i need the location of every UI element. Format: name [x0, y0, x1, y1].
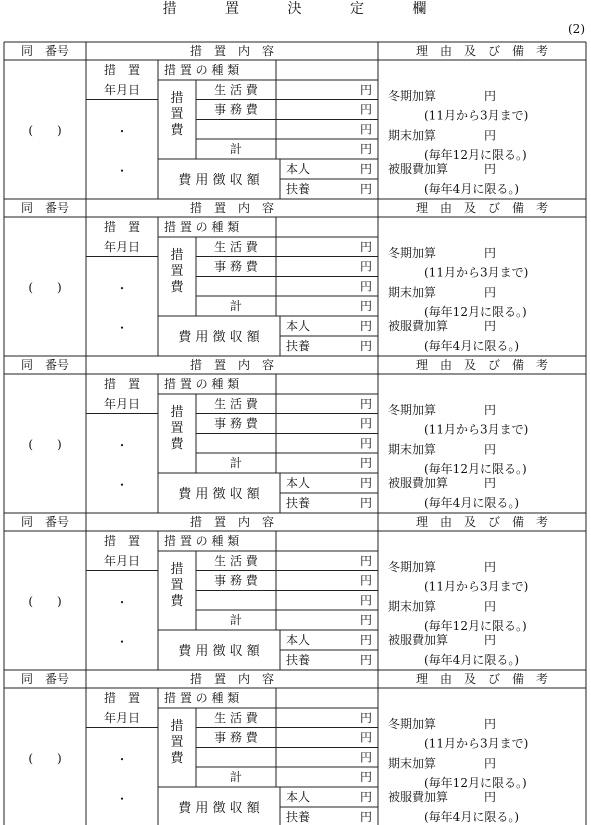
measure-type-label: 措 置 の 種 類	[164, 534, 240, 548]
yen-unit: 円	[359, 652, 372, 667]
remarks-header: 理 由 及 び 備 考	[415, 515, 549, 529]
winter-note: (11月から3月まで)	[424, 579, 529, 594]
family-number-header: 同 番号	[20, 201, 70, 215]
remarks-header: 理 由 及 び 備 考	[415, 358, 549, 372]
office-cost-label: 事 務 費	[214, 102, 258, 117]
winter-allowance: 冬期加算 円	[388, 402, 497, 417]
fee-collection-label: 費 用 徴 収 額	[178, 173, 260, 188]
family-number-header: 同 番号	[20, 44, 70, 58]
year-end-allowance: 期末加算 円	[388, 599, 497, 614]
measure-date-label: 年月日	[103, 710, 141, 725]
measure-content-header: 措 置 内 容	[189, 358, 275, 372]
total-label: 計	[229, 456, 243, 471]
yen-unit: 円	[359, 239, 372, 254]
yen-unit: 円	[359, 613, 372, 628]
support-label: 扶養	[286, 809, 311, 824]
year-end-note: (毎年12月に限る。)	[424, 776, 527, 791]
fee-collection-label: 費 用 徴 収 額	[178, 330, 260, 345]
date-dot: ・	[115, 438, 129, 453]
measure-type-label: 措 置 の 種 類	[164, 220, 240, 234]
yen-unit: 円	[359, 809, 372, 824]
self-label: 本人	[286, 476, 311, 490]
winter-allowance: 冬期加算 円	[388, 716, 497, 731]
date-dot: ・	[115, 478, 129, 492]
measure-date-label: 措 置	[103, 220, 141, 234]
yen-unit: 円	[359, 553, 372, 568]
yen-unit: 円	[359, 790, 372, 804]
yen-unit: 円	[359, 259, 372, 274]
measure-date-label: 年月日	[103, 239, 141, 254]
yen-unit: 円	[359, 573, 372, 588]
measure-content-header: 措 置 内 容	[189, 201, 275, 215]
form-title: 措 置 決 定 欄	[162, 1, 449, 17]
clothing-note: (毎年4月に限る。)	[424, 495, 519, 510]
measure-cost-label: 措	[170, 90, 184, 106]
family-number-header: 同 番号	[20, 515, 70, 529]
living-cost-label: 生 活 費	[214, 710, 258, 725]
support-label: 扶養	[286, 181, 311, 196]
total-label: 計	[229, 613, 243, 628]
fee-collection-label: 費 用 徴 収 額	[178, 487, 260, 502]
measure-content-header: 措 置 内 容	[189, 515, 275, 529]
year-end-note: (毎年12月に限る。)	[424, 148, 527, 163]
living-cost-label: 生 活 費	[214, 553, 258, 568]
total-label: 計	[229, 299, 243, 314]
date-dot: ・	[115, 752, 129, 767]
office-cost-label: 事 務 費	[214, 416, 258, 431]
year-end-note: (毎年12月に限る。)	[424, 462, 527, 477]
winter-note: (11月から3月まで)	[424, 108, 529, 123]
yen-unit: 円	[359, 456, 372, 471]
year-end-allowance: 期末加算 円	[388, 442, 497, 457]
measure-cost-label: 置	[170, 734, 184, 750]
measure-type-label: 措 置 の 種 類	[164, 63, 240, 77]
yen-unit: 円	[359, 416, 372, 431]
winter-note: (11月から3月まで)	[424, 265, 529, 280]
yen-unit: 円	[359, 279, 372, 294]
winter-note: (11月から3月まで)	[424, 422, 529, 437]
living-cost-label: 生 活 費	[214, 82, 258, 97]
fee-collection-label: 費 用 徴 収 額	[178, 644, 260, 659]
support-label: 扶養	[286, 652, 311, 667]
winter-allowance: 冬期加算 円	[388, 245, 497, 260]
year-end-allowance: 期末加算 円	[388, 285, 497, 300]
measure-date-label: 措 置	[103, 377, 141, 391]
measure-cost-label: 置	[170, 263, 184, 279]
office-cost-label: 事 務 費	[214, 573, 258, 588]
office-cost-label: 事 務 費	[214, 259, 258, 274]
year-end-allowance: 期末加算 円	[388, 756, 497, 771]
remarks-header: 理 由 及 び 備 考	[415, 44, 549, 58]
paren-field: ( )	[28, 280, 62, 295]
family-number-header: 同 番号	[20, 672, 70, 686]
measure-type-label: 措 置 の 種 類	[164, 377, 240, 391]
yen-unit: 円	[359, 730, 372, 745]
measure-type-label: 措 置 の 種 類	[164, 691, 240, 705]
yen-unit: 円	[359, 770, 372, 785]
clothing-allowance: 被服費加算 円	[388, 162, 497, 176]
yen-unit: 円	[359, 750, 372, 765]
measure-cost-label: 置	[170, 577, 184, 593]
family-number-header: 同 番号	[20, 358, 70, 372]
date-dot: ・	[115, 124, 129, 139]
yen-unit: 円	[359, 319, 372, 333]
remarks-header: 理 由 及 び 備 考	[415, 672, 549, 686]
measure-content-header: 措 置 内 容	[189, 672, 275, 686]
winter-note: (11月から3月まで)	[424, 736, 529, 751]
date-dot: ・	[115, 281, 129, 296]
measure-cost-label: 置	[170, 106, 184, 122]
paren-field: ( )	[28, 123, 62, 138]
measure-date-label: 措 置	[103, 534, 141, 548]
measure-cost-label: 措	[170, 561, 184, 577]
page-number: (2)	[568, 22, 585, 36]
support-label: 扶養	[286, 338, 311, 353]
total-label: 計	[229, 142, 243, 157]
measure-cost-label: 措	[170, 247, 184, 263]
self-label: 本人	[286, 319, 311, 333]
yen-unit: 円	[359, 181, 372, 196]
measure-date-label: 年月日	[103, 396, 141, 411]
clothing-note: (毎年4月に限る。)	[424, 809, 519, 824]
measure-cost-label: 費	[170, 436, 184, 452]
support-label: 扶養	[286, 495, 311, 510]
yen-unit: 円	[359, 299, 372, 314]
yen-unit: 円	[359, 396, 372, 411]
measure-date-label: 措 置	[103, 691, 141, 705]
self-label: 本人	[286, 633, 311, 647]
yen-unit: 円	[359, 495, 372, 510]
paren-field: ( )	[28, 437, 62, 452]
clothing-allowance: 被服費加算 円	[388, 633, 497, 647]
yen-unit: 円	[359, 476, 372, 490]
yen-unit: 円	[359, 338, 372, 353]
measure-cost-label: 措	[170, 404, 184, 420]
year-end-allowance: 期末加算 円	[388, 128, 497, 143]
date-dot: ・	[115, 164, 129, 178]
total-label: 計	[229, 770, 243, 785]
measure-cost-label: 費	[170, 122, 184, 138]
winter-allowance: 冬期加算 円	[388, 559, 497, 574]
clothing-allowance: 被服費加算 円	[388, 790, 497, 804]
measure-cost-label: 措	[170, 718, 184, 734]
yen-unit: 円	[359, 633, 372, 647]
winter-allowance: 冬期加算 円	[388, 88, 497, 103]
yen-unit: 円	[359, 82, 372, 97]
yen-unit: 円	[359, 102, 372, 117]
yen-unit: 円	[359, 162, 372, 176]
yen-unit: 円	[359, 142, 372, 157]
living-cost-label: 生 活 費	[214, 239, 258, 254]
paren-field: ( )	[28, 751, 62, 766]
living-cost-label: 生 活 費	[214, 396, 258, 411]
measure-date-label: 年月日	[103, 553, 141, 568]
self-label: 本人	[286, 790, 311, 804]
measure-date-label: 年月日	[103, 82, 141, 97]
clothing-note: (毎年4月に限る。)	[424, 338, 519, 353]
clothing-allowance: 被服費加算 円	[388, 319, 497, 333]
office-cost-label: 事 務 費	[214, 730, 258, 745]
clothing-allowance: 被服費加算 円	[388, 476, 497, 490]
self-label: 本人	[286, 162, 311, 176]
paren-field: ( )	[28, 594, 62, 609]
yen-unit: 円	[359, 593, 372, 608]
yen-unit: 円	[359, 122, 372, 137]
measure-cost-label: 置	[170, 420, 184, 436]
yen-unit: 円	[359, 710, 372, 725]
measure-cost-label: 費	[170, 593, 184, 609]
date-dot: ・	[115, 792, 129, 806]
clothing-note: (毎年4月に限る。)	[424, 181, 519, 196]
date-dot: ・	[115, 321, 129, 335]
measure-cost-label: 費	[170, 750, 184, 766]
date-dot: ・	[115, 595, 129, 610]
remarks-header: 理 由 及 び 備 考	[415, 201, 549, 215]
measure-date-label: 措 置	[103, 63, 141, 77]
measure-content-header: 措 置 内 容	[189, 44, 275, 58]
measure-cost-label: 費	[170, 279, 184, 295]
year-end-note: (毎年12月に限る。)	[424, 305, 527, 320]
date-dot: ・	[115, 635, 129, 649]
clothing-note: (毎年4月に限る。)	[424, 652, 519, 667]
fee-collection-label: 費 用 徴 収 額	[178, 801, 260, 816]
year-end-note: (毎年12月に限る。)	[424, 619, 527, 634]
yen-unit: 円	[359, 436, 372, 451]
